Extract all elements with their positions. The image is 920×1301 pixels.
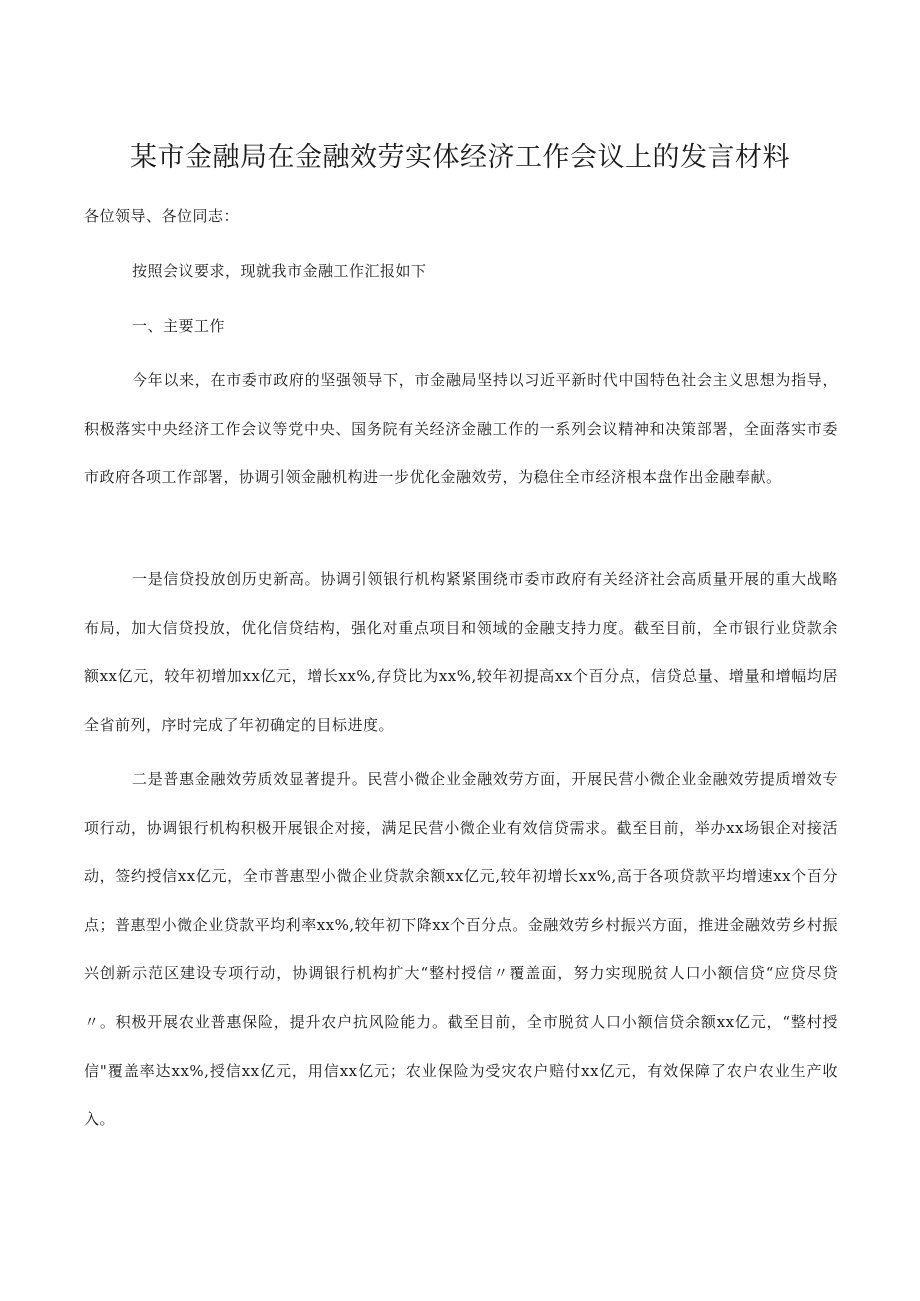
salutation: 各位领导、各位同志： — [84, 207, 240, 225]
paragraph-credit: 一是信贷投放创历史新高。协调引领银行机构紧紧围绕市委市政府有关经济社会高质量开展的重大战略布局，加大信贷投放，优化信贷结构，强化对重点项目和领域的金融支持力度。截至目前，全市银行业贷款余额xx亿元，较年初增加xx亿元，增长xx%,存贷比为xx%,较年初提高xx个百分点，信贷总量、增量和增幅均居全省前列，序时完成了年初确定的目标进度。 — [84, 570, 838, 734]
intro-line: 按照会议要求，现就我市金融工作汇报如下 — [132, 262, 427, 280]
document-title: 某市金融局在金融效劳实体经济工作会议上的发言材料 — [130, 142, 790, 173]
paragraph-overview: 今年以来，在市委市政府的坚强领导下，市金融局坚持以习近平新时代中国特色社会主义思想为指导，积极落实中央经济工作会议等党中央、国务院有关经济金融工作的一系列会议精神和决策部署，全面落实市委市政府各项工作部署，协调引领金融机构进一步优化金融效劳，为稳住全市经济根本盘作出金融奉献。 — [84, 371, 838, 487]
section-heading: 一、主要工作 — [132, 317, 226, 335]
paragraph-inclusive-finance: 二是普惠金融效劳质效显著提升。民营小微企业金融效劳方面，开展民营小微企业金融效劳提质增效专项行动，协调银行机构积极开展银企对接，满足民营小微企业有效信贷需求。截至目前，举办xx场银企对接活动，签约授信xx亿元，全市普惠型小微企业贷款余额xx亿元,较年初增长xx%,高于各项贷款平均增速xx个百分点；普惠型小微企业贷款平均利率xx%,较年初下降xx个百分点。金融效劳乡村振兴方面，推进金融效劳乡村振兴创新示范区建设专项行动，协调银行机构扩大“整村授信〃覆盖面，努力实现脱贫人口小额信贷“应贷尽贷〃。积极开展农业普惠保险，提升农户抗风险能力。截至目前，全市脱贫人口小额信贷余额xx亿元，“整村授信"覆盖率达xx%,授信xx亿元，用信xx亿元；农业保险为受灾农户赔付xx亿元，有效保障了农户农业生产收入。 — [84, 770, 838, 1129]
